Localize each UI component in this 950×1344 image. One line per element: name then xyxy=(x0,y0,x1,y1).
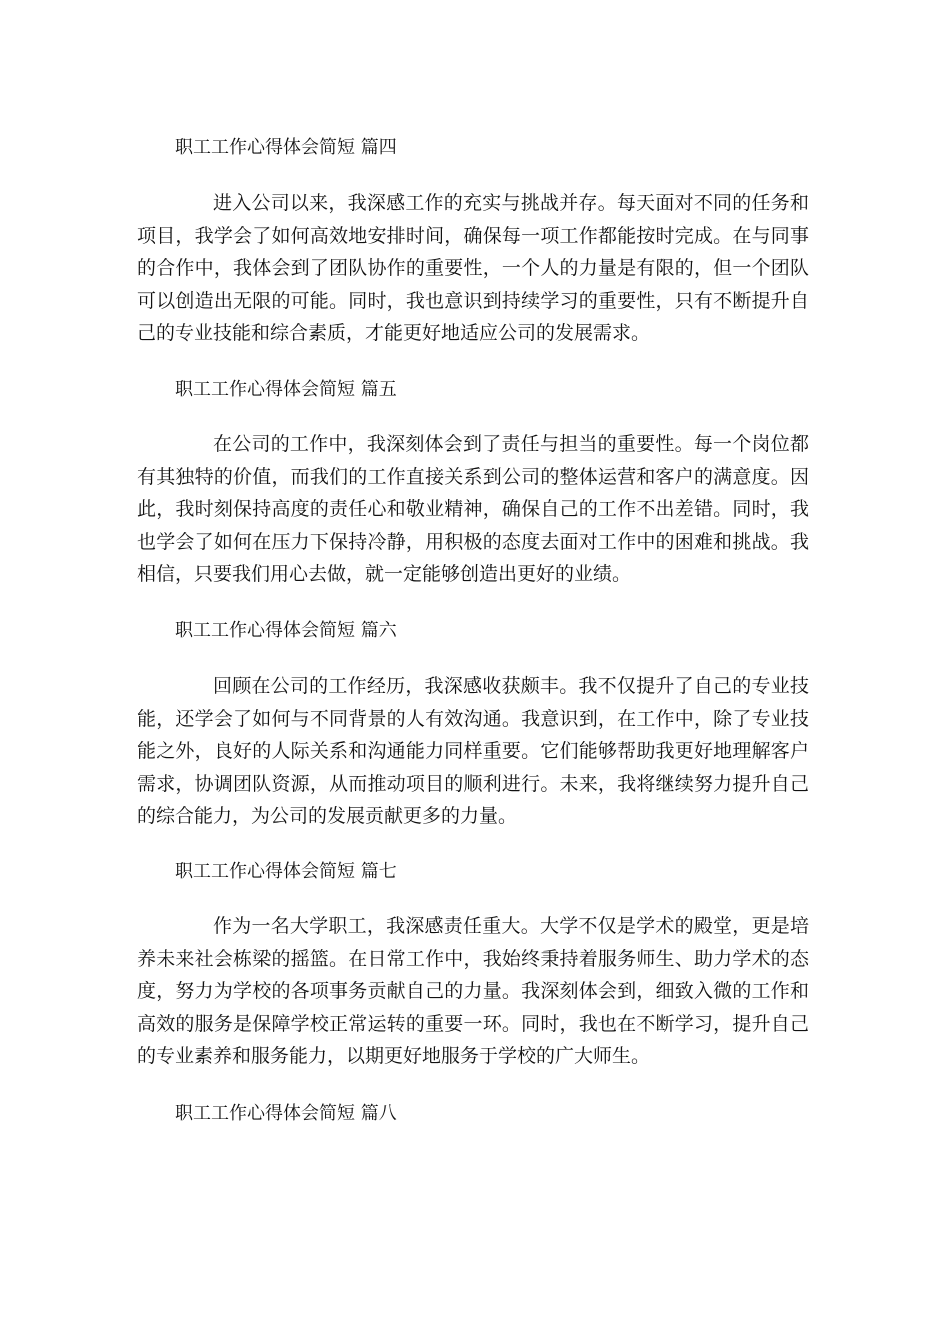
section-paragraph: 进入公司以来，我深感工作的充实与挑战并存。每天面对不同的任务和项目，我学会了如何高效地安排时间，确保每一项工作都能按时完成。在与同事的合作中，我体会到了团队协作的重要性，一个人的力量是有限的，但一个团队可以创造出无限的可能。同时，我也意识到持续学习的重要性，只有不断提升自己的专业技能和综合素质，才能更好地适应公司的发展需求。 xyxy=(137,192,809,344)
section-heading: 职工工作心得体会简短 篇六 xyxy=(175,620,397,641)
section-paragraph: 在公司的工作中，我深刻体会到了责任与担当的重要性。每一个岗位都有其独特的价值，而我们的工作直接关系到公司的整体运营和客户的满意度。因此，我时刻保持高度的责任心和敬业精神，确保自己的工作不出差错。同时，我也学会了如何在压力下保持冷静，用积极的态度去面对工作中的困难和挑战。我相信，只要我们用心去做，就一定能够创造出更好的业绩。 xyxy=(137,433,809,585)
section-heading: 职工工作心得体会简短 篇七 xyxy=(175,861,397,882)
section-heading: 职工工作心得体会简短 篇四 xyxy=(175,137,397,158)
section-paragraph: 作为一名大学职工，我深感责任重大。大学不仅是学术的殿堂，更是培养未来社会栋梁的摇篮。在日常工作中，我始终秉持着服务师生、助力学术的态度，努力为学校的各项事务贡献自己的力量。我深刻体会到，细致入微的工作和高效的服务是保障学校正常运转的重要一环。同时，我也在不断学习，提升自己的专业素养和服务能力，以期更好地服务于学校的广大师生。 xyxy=(137,915,809,1067)
section-heading: 职工工作心得体会简短 篇八 xyxy=(175,1103,397,1124)
section-heading: 职工工作心得体会简短 篇五 xyxy=(175,379,397,400)
section-paragraph: 回顾在公司的工作经历，我深感收获颇丰。我不仅提升了自己的专业技能，还学会了如何与不同背景的人有效沟通。我意识到，在工作中，除了专业技能之外，良好的人际关系和沟通能力同样重要。它们能够帮助我更好地理解客户需求，协调团队资源，从而推动项目的顺利进行。未来，我将继续努力提升自己的综合能力，为公司的发展贡献更多的力量。 xyxy=(137,675,809,827)
